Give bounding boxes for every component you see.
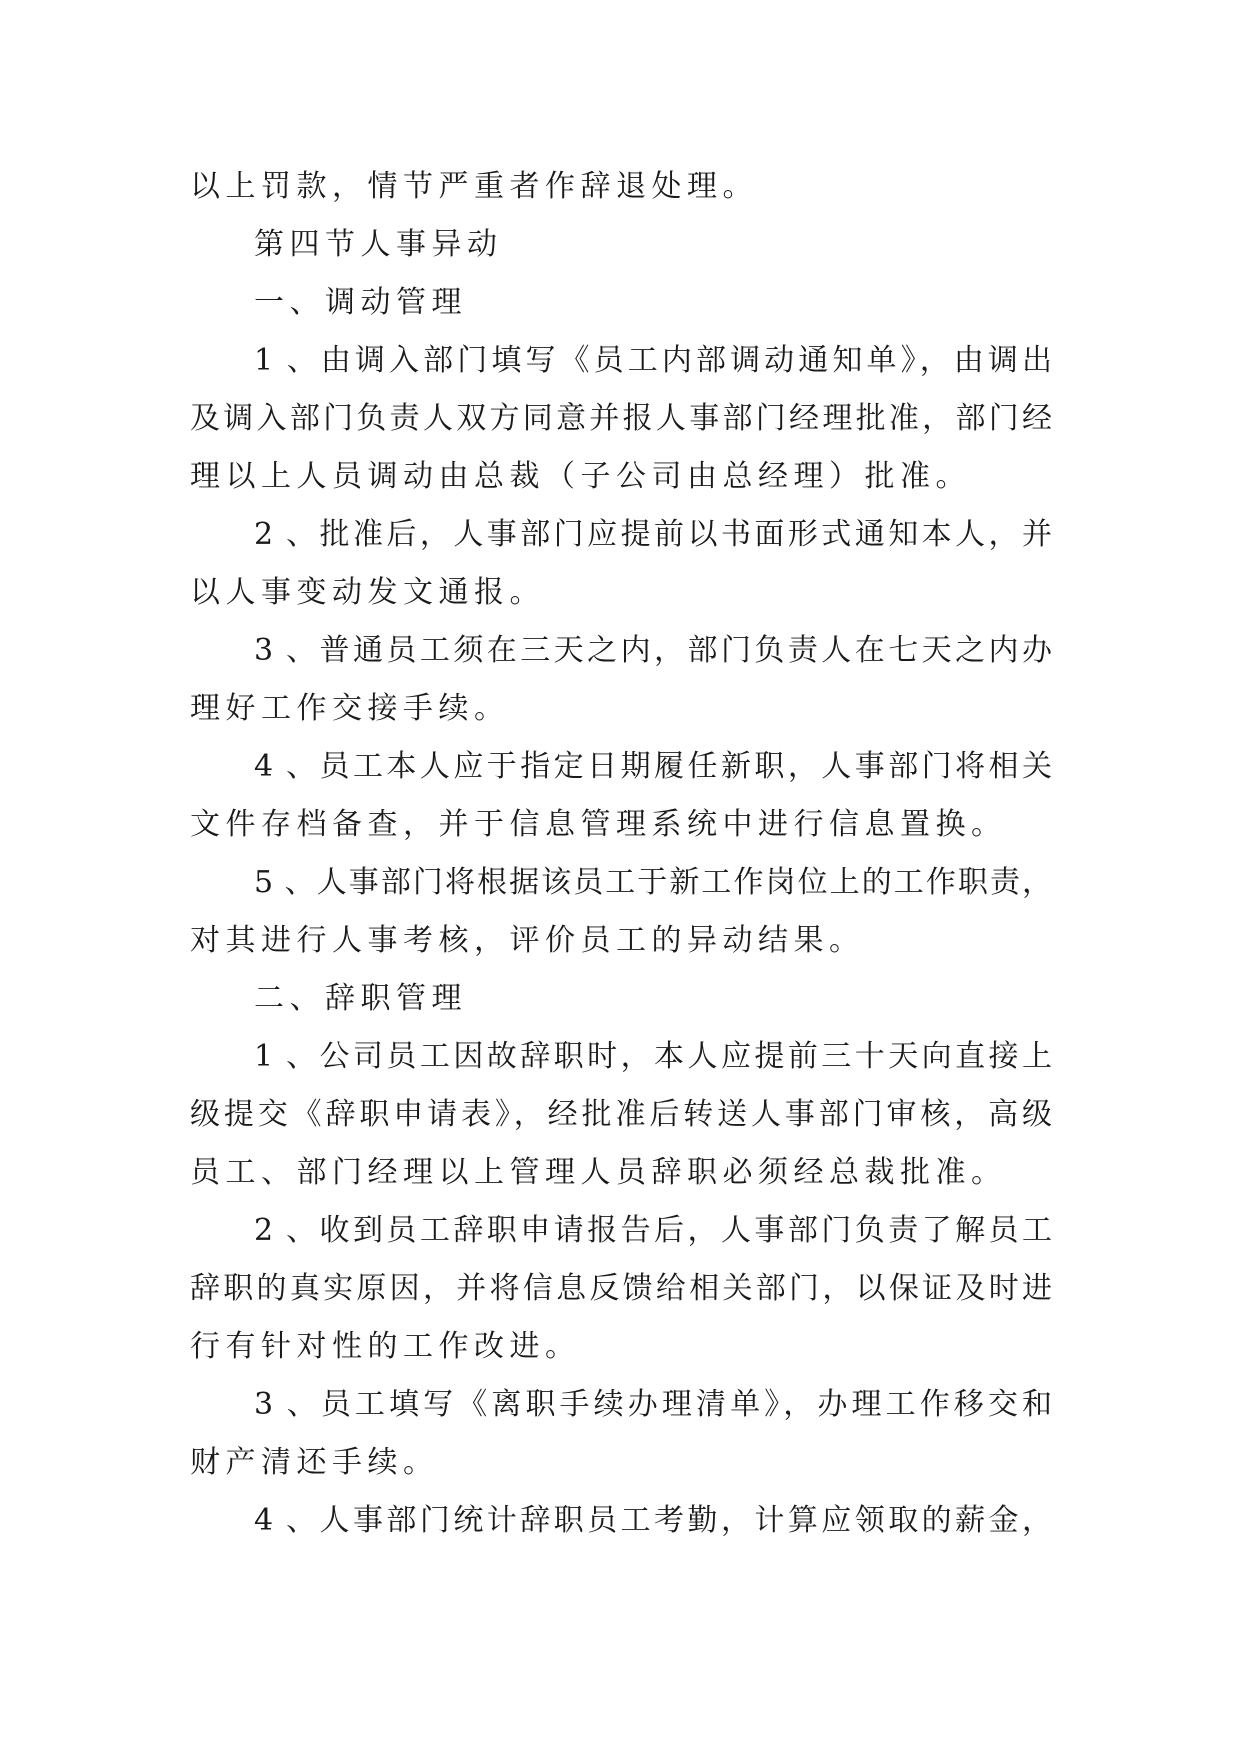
paragraph-line: 1 、由调入部门填写《员工内部调动通知单》，由调出 xyxy=(254,343,1052,378)
paragraph-line: 行有针对性的工作改进。 xyxy=(190,1329,581,1364)
subsection-heading: 一、调动管理 xyxy=(254,285,467,320)
paragraph-line: 3 、员工填写《离职手续办理清单》，办理工作移交和 xyxy=(254,1387,1052,1422)
paragraph-line: 级提交《辞职申请表》，经批准后转送人事部门审核，高级 xyxy=(190,1097,1052,1132)
paragraph-line: 对其进行人事考核，评价员工的异动结果。 xyxy=(190,923,865,958)
paragraph-line: 5 、人事部门将根据该员工于新工作岗位上的工作职责， xyxy=(254,865,1052,900)
paragraph-line: 财产清还手续。 xyxy=(190,1445,439,1480)
subsection-heading: 二、辞职管理 xyxy=(254,981,467,1016)
paragraph-line: 以人事变动发文通报。 xyxy=(190,575,545,610)
paragraph-line: 4 、人事部门统计辞职员工考勤，计算应领取的薪金， xyxy=(254,1503,1052,1538)
paragraph-line: 2 、收到员工辞职申请报告后，人事部门负责了解员工 xyxy=(254,1213,1052,1248)
paragraph-line: 4 、员工本人应于指定日期履任新职，人事部门将相关 xyxy=(254,749,1052,784)
paragraph-line: 2 、批准后，人事部门应提前以书面形式通知本人，并 xyxy=(254,517,1052,552)
paragraph-line: 理好工作交接手续。 xyxy=(190,691,510,726)
paragraph-line: 员工、部门经理以上管理人员辞职必须经总裁批准。 xyxy=(190,1155,1007,1190)
paragraph-line: 3 、普通员工须在三天之内，部门负责人在七天之内办 xyxy=(254,633,1052,668)
paragraph-line: 以上罚款，情节严重者作辞退处理。 xyxy=(190,169,758,204)
paragraph-line: 1 、公司员工因故辞职时，本人应提前三十天向直接上 xyxy=(254,1039,1052,1074)
document-body xyxy=(190,158,1052,1550)
paragraph-line: 辞职的真实原因，并将信息反馈给相关部门，以保证及时进 xyxy=(190,1271,1052,1306)
paragraph-line: 文件存档备查，并于信息管理系统中进行信息置换。 xyxy=(190,807,1007,842)
section-heading: 第四节人事异动 xyxy=(254,227,503,262)
paragraph-line: 及调入部门负责人双方同意并报人事部门经理批准，部门经 xyxy=(190,401,1052,436)
paragraph-line: 理以上人员调动由总裁（子公司由总经理）批准。 xyxy=(190,459,971,494)
